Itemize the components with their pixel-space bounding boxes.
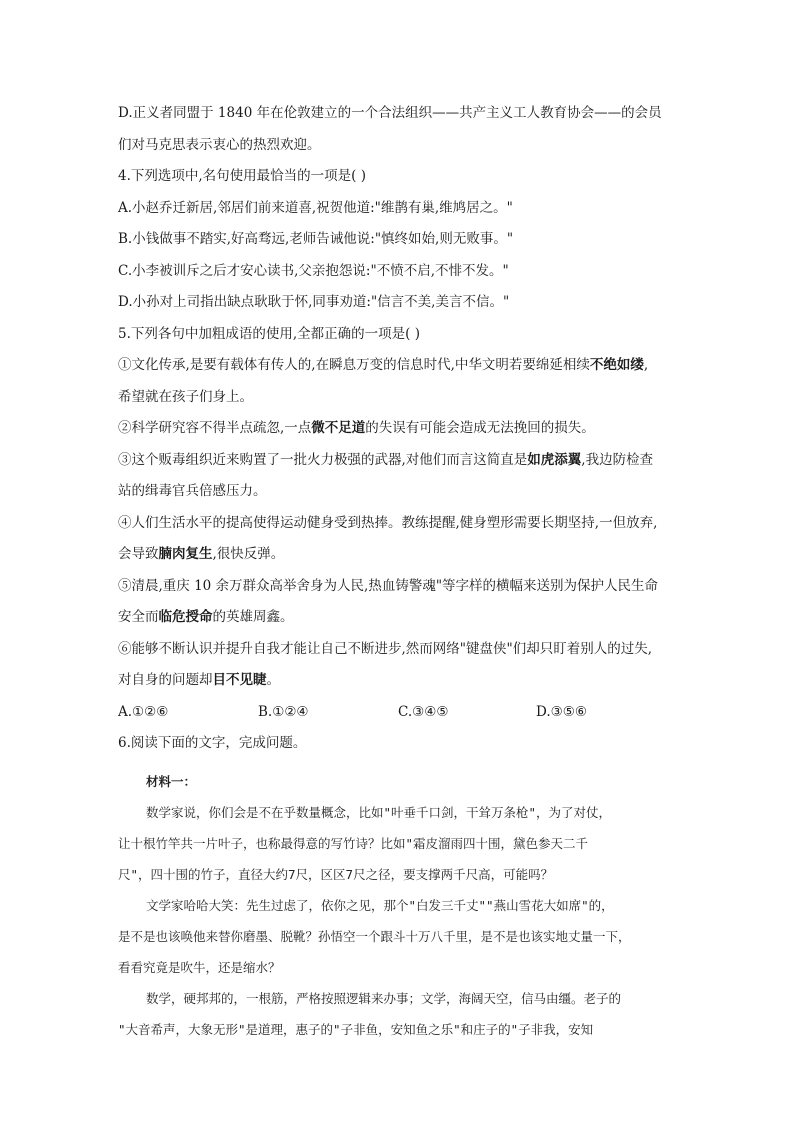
q5-sentence-1	[118, 350, 678, 382]
q5-sentence-5-line2	[118, 602, 678, 634]
material-p1-line3: 尺"，四十围的竹子，直径大约7尺，区区7尺之径，要支撑两千尺高，可能吗？	[118, 866, 554, 882]
q5-s1-idiom: 不绝如缕	[589, 357, 644, 373]
q5-s3-end: ,我边防检查	[581, 451, 654, 468]
q6-material	[118, 766, 678, 1045]
q5-sentence-1-line2: 希望就在孩子们身上。	[118, 388, 253, 405]
q5-s3-idiom: 如虎添翼	[527, 451, 582, 468]
q3-option-d-line2: 们对马克思表示衷心的热烈欢迎。	[118, 136, 321, 153]
q5-s6-end: 。	[266, 672, 280, 688]
material-p2-line2: 是不是也该唤他来替你磨墨、脱靴？孙悟空一个跟斗十万八千里，是不是也该实地丈量一下，	[118, 928, 631, 944]
q5-sentence-2	[118, 413, 678, 445]
q5-option-b: B.①②④	[258, 703, 309, 720]
q4-option-b: B.小钱做事不踏实,好高骛远,老师告诫他说:"慎终如始,则无败事。"	[118, 231, 514, 247]
q4-option-a: A.小赵乔迁新居,邻居们前来道喜,祝贺他道:"维鹊有巢,维鸠居之。"	[118, 199, 513, 216]
q4-stem: 4.下列选项中,名句使用最恰当的一项是( )	[118, 168, 366, 184]
q4-option-c: C.小李被训斥之后才安心读书,父亲抱怨说:"不愤不启,不悱不发。"	[118, 262, 509, 279]
q5-s3-text: ③这个贩毒组织近来购置了一批火力极强的武器,对他们而言这简直是	[118, 451, 528, 468]
q5-option-d: D.③⑤⑥	[536, 703, 587, 720]
q5-s4-end: ,很快反弹。	[212, 546, 285, 562]
q3-option-d-line1: D.正义者同盟于 1840 年在伦敦建立的一个合法组织——共产主义工人教育协会——的会员	[118, 105, 662, 121]
document-page	[118, 98, 678, 1045]
q5-s2-end: 的失误有可能会造成无法挽回的损失。	[365, 420, 595, 436]
q5-option-a: A.①②⑥	[118, 703, 169, 720]
q5-s6-idiom: 目不见睫	[212, 672, 267, 688]
material-p3-line2: "大音希声，大象无形"是道理，惠子的"子非鱼，安知鱼之乐"和庄子的"子非我，安知	[118, 1021, 594, 1037]
q5-s2-text: ②科学研究容不得半点疏忽,一点	[118, 420, 312, 436]
material-p2-line3: 看看究竟是吹牛，还是缩水？	[118, 959, 281, 975]
q5-sentence-6: ⑥能够不断认识并提升自我才能让自己不断进步,然而网络"键盘侠"们却只盯着别人的过失,	[118, 640, 653, 657]
q4-option-d: D.小孙对上司指出缺点耿耿于怀,同事劝道:"信言不美,美言不信。"	[118, 294, 510, 310]
q5-s1-text: ①文化传承,是要有载体有传人的,在瞬息万变的信息时代,中华文明若要绵延相续	[118, 357, 590, 373]
q5-stem: 5.下列各句中加粗成语的使用,全都正确的一项是( )	[118, 325, 420, 342]
q5-s2-idiom: 微不足道	[311, 420, 366, 436]
q5-s6-text: 对自身的问题却	[118, 672, 213, 688]
material-p2-line1: 文学家哈哈大笑：先生过虑了，依你之见，那个"白发三千丈""燕山雪花大如席"的，	[146, 897, 614, 913]
q5-sentence-5: ⑤清晨,重庆 10 余万群众高举舍身为人民,热血铸警魂"等字样的横幅来送别为保护人民生命	[118, 577, 659, 594]
material-p1-line2: 让十根竹竿共一片叶子，也称最得意的写竹诗？比如"霜皮溜雨四十围，黛色参天二千	[118, 835, 589, 851]
q5-s5-end: 的英雄周鑫。	[212, 609, 294, 625]
q5-s1-end: ,	[643, 357, 649, 373]
q5-sentence-4: ④人们生活水平的提高使得运动健身受到热捧。教练提醒,健身塑形需要长期坚持,一但放弃,	[118, 514, 658, 531]
q5-sentence-3	[118, 445, 678, 477]
q5-sentence-3-line2: 站的缉毒官兵倍感压力。	[118, 483, 267, 499]
material-title: 材料一：	[146, 773, 197, 789]
q5-s5-idiom: 临危授命	[158, 609, 213, 625]
material-p3-line1: 数学，硬邦邦的，一根筋，严格按照逻辑来办事；文学，海阔天空，信马由缰。老子的	[146, 990, 622, 1006]
q5-s4-text: 会导致	[118, 546, 159, 562]
q5-sentence-4-line2	[118, 539, 678, 571]
q5-options	[118, 697, 678, 729]
q5-s5-text: 安全而	[118, 609, 159, 625]
material-p1-line1: 数学家说，你们会是不在乎数量概念，比如"叶垂千口剑，干耸万条枪"，为了对仗，	[146, 804, 612, 820]
q5-sentence-6-line2	[118, 665, 678, 697]
q5-option-c: C.③④⑤	[398, 703, 449, 720]
q6-stem: 6.阅读下面的文字，完成问题。	[118, 735, 307, 751]
q5-s4-idiom: 腩肉复生	[158, 546, 213, 562]
